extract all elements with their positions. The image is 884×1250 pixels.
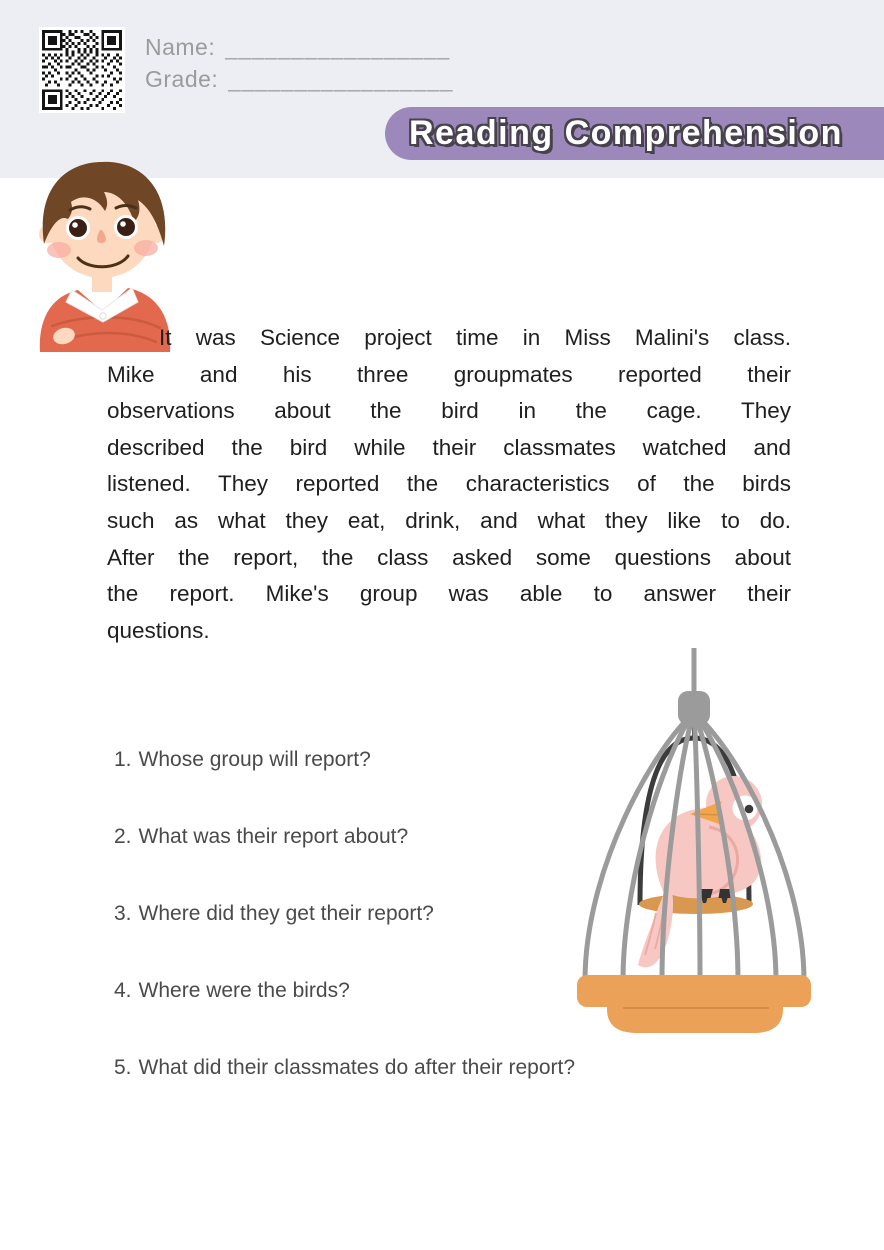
cage-knob	[678, 691, 710, 725]
question-text: What was their report about?	[138, 825, 409, 848]
question-text: Whose group will report?	[138, 748, 371, 771]
question-3	[114, 898, 575, 929]
page-title: Reading Comprehension	[409, 114, 843, 152]
question-text: Where were the birds?	[138, 979, 350, 1002]
grade-label: Grade:	[145, 66, 219, 92]
question-2	[114, 821, 575, 852]
student-info-block	[145, 34, 453, 98]
passage-line: described the bird while their classmates watched and	[107, 434, 791, 460]
boy-eye-highlight	[72, 222, 78, 228]
question-number: 2.	[114, 825, 132, 848]
passage-line: After the report, the class asked some questions about	[107, 544, 791, 570]
question-4	[114, 975, 575, 1006]
question-number: 5.	[114, 1056, 132, 1079]
boy-collar-button	[100, 313, 106, 319]
bird-cage-illustration	[563, 645, 883, 1041]
cage-base-tray	[577, 975, 811, 1007]
boy-blush	[47, 242, 71, 258]
passage-line: It was Science project time in Miss Malini's class.	[159, 325, 791, 350]
question-number: 1.	[114, 748, 132, 771]
grade-row	[145, 66, 453, 98]
question-number: 4.	[114, 979, 132, 1002]
grade-blank-line: _________________	[228, 67, 454, 92]
cage-base-bottom	[607, 1005, 783, 1033]
reading-passage	[107, 320, 791, 649]
passage-line: observations about the bird in the cage. They	[107, 398, 791, 424]
question-1	[114, 744, 575, 775]
qr-code	[38, 27, 126, 113]
question-5	[114, 1052, 575, 1083]
boy-eye-iris	[117, 218, 135, 236]
question-list	[114, 744, 575, 1083]
name-label: Name:	[145, 34, 216, 60]
boy-blush	[134, 240, 158, 256]
question-text: Where did they get their report?	[138, 902, 434, 925]
passage-line: the report. Mike's group was able to answer their	[107, 581, 791, 607]
title-banner	[385, 107, 884, 160]
boy-neck	[92, 274, 112, 292]
passage-line: such as what they eat, drink, and what they like to do.	[107, 507, 791, 533]
passage-line: listened. They reported the characteristics of the birds	[107, 471, 791, 497]
name-row	[145, 34, 453, 66]
boy-eye-iris	[69, 219, 87, 237]
boy-eye-highlight	[120, 221, 126, 227]
passage-line: questions.	[107, 617, 210, 643]
passage-line: Mike and his three groupmates reported their	[107, 361, 791, 387]
name-blank-line: _________________	[225, 35, 451, 60]
bird-pupil	[745, 805, 754, 814]
question-text: What did their classmates do after their report?	[138, 1056, 576, 1079]
question-number: 3.	[114, 902, 132, 925]
